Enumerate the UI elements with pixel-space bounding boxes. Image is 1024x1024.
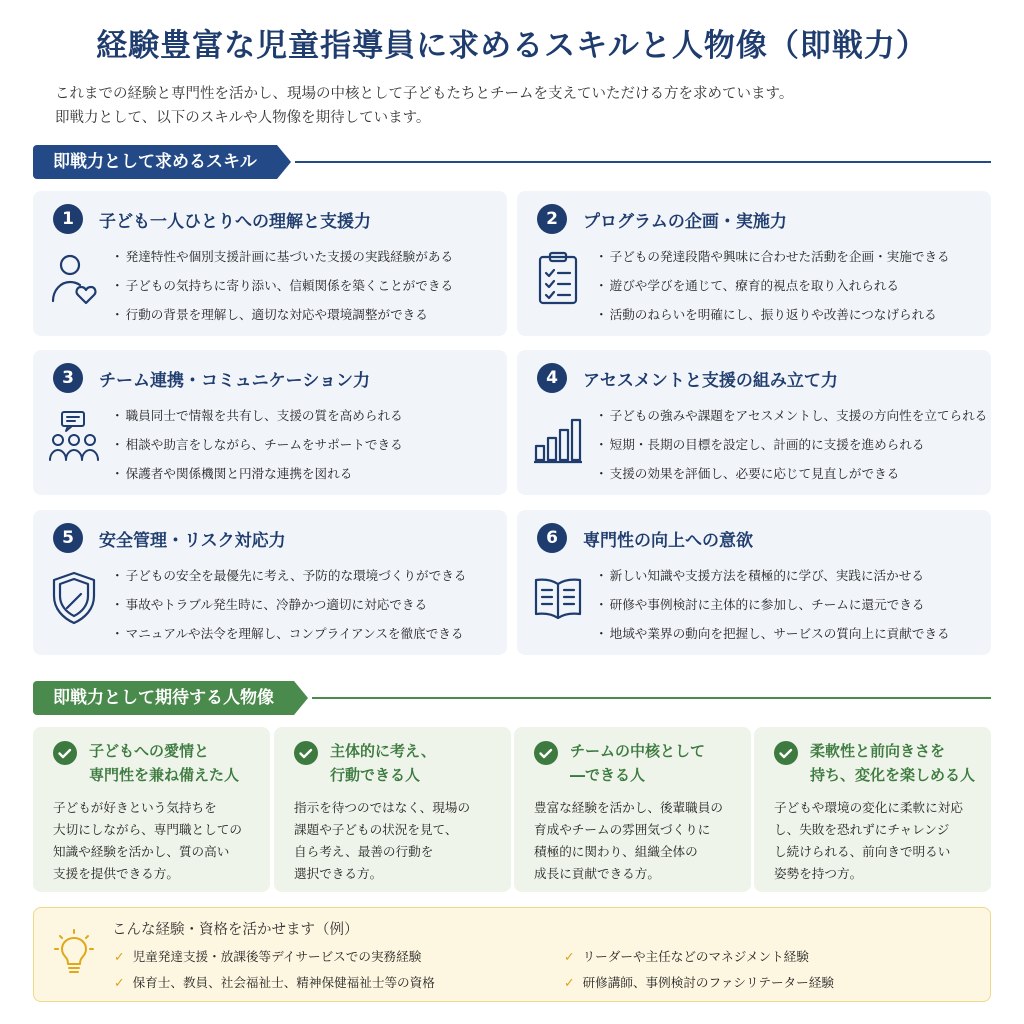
skill-card-1: [33, 191, 507, 336]
skill-number: 3: [53, 363, 83, 393]
skills-section-header: [33, 145, 991, 179]
skill-number: 6: [537, 523, 567, 553]
clipboard-checklist-icon: [532, 251, 584, 307]
persona-card-2: [274, 727, 511, 892]
intro-line: 即戦力として、以下のスキルや人物像を期待しています。: [55, 110, 431, 126]
skill-number: 1: [53, 204, 83, 234]
persona-title: チームの中核として ―できる人: [570, 742, 706, 784]
skill-point: ・ 子どもの安全を最優先に考え、予防的な環境づくりができる: [111, 561, 501, 590]
persona-title: 主体的に考え、 行動できる人: [330, 742, 436, 784]
check-icon: ✓: [114, 975, 125, 990]
check-icon: ✓: [564, 949, 575, 964]
skill-point: ・ 短期・長期の目標を設定し、計画的に支援を進められる: [595, 430, 985, 459]
open-book-icon: [532, 570, 584, 626]
skill-point: ・ 子どもの強みや課題をアセスメントし、支援の方向性を立てられる: [595, 401, 985, 430]
skill-title: 子ども一人ひとりへの理解と支援力: [99, 212, 371, 232]
check-icon: ✓: [564, 975, 575, 990]
persona-card-4: [754, 727, 991, 892]
intro-line: これまでの経験と専門性を活かし、現場の中核として子どもたちとチームを支えていただける方を求めています。: [55, 86, 794, 102]
experience-title: こんな経験・資格を活かせます（例）: [112, 922, 359, 938]
skills-section-label: 即戦力として求めるスキル: [33, 145, 277, 179]
skill-title: アセスメントと支援の組み立て力: [583, 371, 838, 391]
skill-title: プログラムの企画・実施力: [583, 212, 787, 232]
check-circle-icon: [774, 741, 798, 765]
persona-card-1: [33, 727, 270, 892]
page-title: 経験豊富な児童指導員に求めるスキルと人物像（即戦力）: [96, 28, 928, 64]
skill-point: ・ 支援の効果を評価し、必要に応じて見直しができる: [595, 459, 985, 488]
skill-point: ・ 新しい知識や支援方法を積極的に学び、実践に活かせる: [595, 561, 985, 590]
skill-point: ・ 研修や事例検討に主体的に参加し、チームに還元できる: [595, 590, 985, 619]
experience-item: ✓ リーダーや主任などのマネジメント経験: [564, 949, 809, 964]
skill-points: [595, 561, 985, 648]
skill-card-6: [517, 510, 991, 655]
skill-point: ・ 発達特性や個別支援計画に基づいた支援の実践経験がある: [111, 242, 501, 271]
skill-point: ・ 子どもの発達段階や興味に合わせた活動を企画・実施できる: [595, 242, 985, 271]
skill-point: ・ 保護者や関係機関と円滑な連携を図れる: [111, 459, 501, 488]
skill-point: ・ 子どもの気持ちに寄り添い、信頼関係を築くことができる: [111, 271, 501, 300]
check-circle-icon: [534, 741, 558, 765]
persona-title: 子どもへの愛情と 専門性を兼ね備えた人: [89, 742, 240, 784]
section-divider: [295, 161, 991, 163]
skill-number: 2: [537, 204, 567, 234]
skill-card-5: [33, 510, 507, 655]
persona-description: 指示を待つのではなく、現場の 課題や子どもの状況を見て、 自ら考え、最善の行動を 選択できる方。: [294, 800, 471, 881]
experience-item: ✓ 児童発達支援・放課後等デイサービスでの実務経験: [114, 949, 422, 964]
skill-point: ・ 行動の背景を理解し、適切な対応や環境調整ができる: [111, 300, 501, 329]
persona-section-label: 即戦力として期待する人物像: [33, 681, 294, 715]
skill-title: チーム連携・コミュニケーション力: [99, 371, 370, 391]
skill-points: [595, 401, 988, 488]
check-circle-icon: [294, 741, 318, 765]
skill-point: ・ 遊びや学びを通じて、療育的視点を取り入れられる: [595, 271, 985, 300]
skill-point: ・ 職員同士で情報を共有し、支援の質を高められる: [111, 401, 501, 430]
skill-points: [111, 401, 501, 488]
persona-card-3: [514, 727, 751, 892]
experience-item: ✓ 研修講師、事例検討のファシリテーター経験: [564, 975, 834, 990]
shield-icon: [48, 570, 100, 626]
check-icon: ✓: [114, 949, 125, 964]
skill-points: [111, 561, 501, 648]
persona-section-header: [33, 681, 991, 715]
skill-card-2: [517, 191, 991, 336]
persona-title: 柔軟性と前向きさを 持ち、変化を楽しめる人: [810, 742, 976, 784]
skill-title: 安全管理・リスク対応力: [99, 531, 286, 551]
intro-text: [55, 82, 985, 130]
section-divider: [312, 697, 991, 699]
skill-point: ・ 活動のねらいを明確にし、振り返りや改善につなげられる: [595, 300, 985, 329]
skill-points: [111, 242, 501, 329]
experience-box: [33, 907, 991, 1002]
skill-point: ・ 事故やトラブル発生時に、冷静かつ適切に対応できる: [111, 590, 501, 619]
person-heart-icon: [48, 251, 100, 307]
experience-item: ✓ 保育士、教員、社会福祉士、精神保健福祉士等の資格: [114, 975, 435, 990]
skill-point: ・ マニュアルや法令を理解し、コンプライアンスを徹底できる: [111, 619, 501, 648]
persona-description: 子どもや環境の変化に柔軟に対応 し、失敗を恐れずにチャレンジ し続けられる、前向きで明るい 姿勢を持つ方。: [774, 800, 963, 881]
skill-card-3: [33, 350, 507, 495]
skill-title: 専門性の向上への意欲: [583, 531, 753, 551]
skill-points: [595, 242, 985, 329]
skill-point: ・ 地域や業界の動向を把握し、サービスの質向上に貢献できる: [595, 619, 985, 648]
lightbulb-icon: [54, 928, 94, 978]
skill-number: 5: [53, 523, 83, 553]
skill-point: ・ 相談や助言をしながら、チームをサポートできる: [111, 430, 501, 459]
skill-number: 4: [537, 363, 567, 393]
bar-chart-icon: [532, 410, 584, 466]
skill-card-4: [517, 350, 991, 495]
persona-description: 子どもが好きという気持ちを 大切にしながら、専門職としての 知識や経験を活かし、質の高い 支援を提供できる方。: [53, 800, 242, 881]
check-circle-icon: [53, 741, 77, 765]
persona-description: 豊富な経験を活かし、後輩職員の 育成やチームの雰囲気づくりに 積極的に関わり、組織全体の 成長に貢献できる方。: [534, 800, 723, 881]
team-chat-icon: [48, 410, 100, 466]
